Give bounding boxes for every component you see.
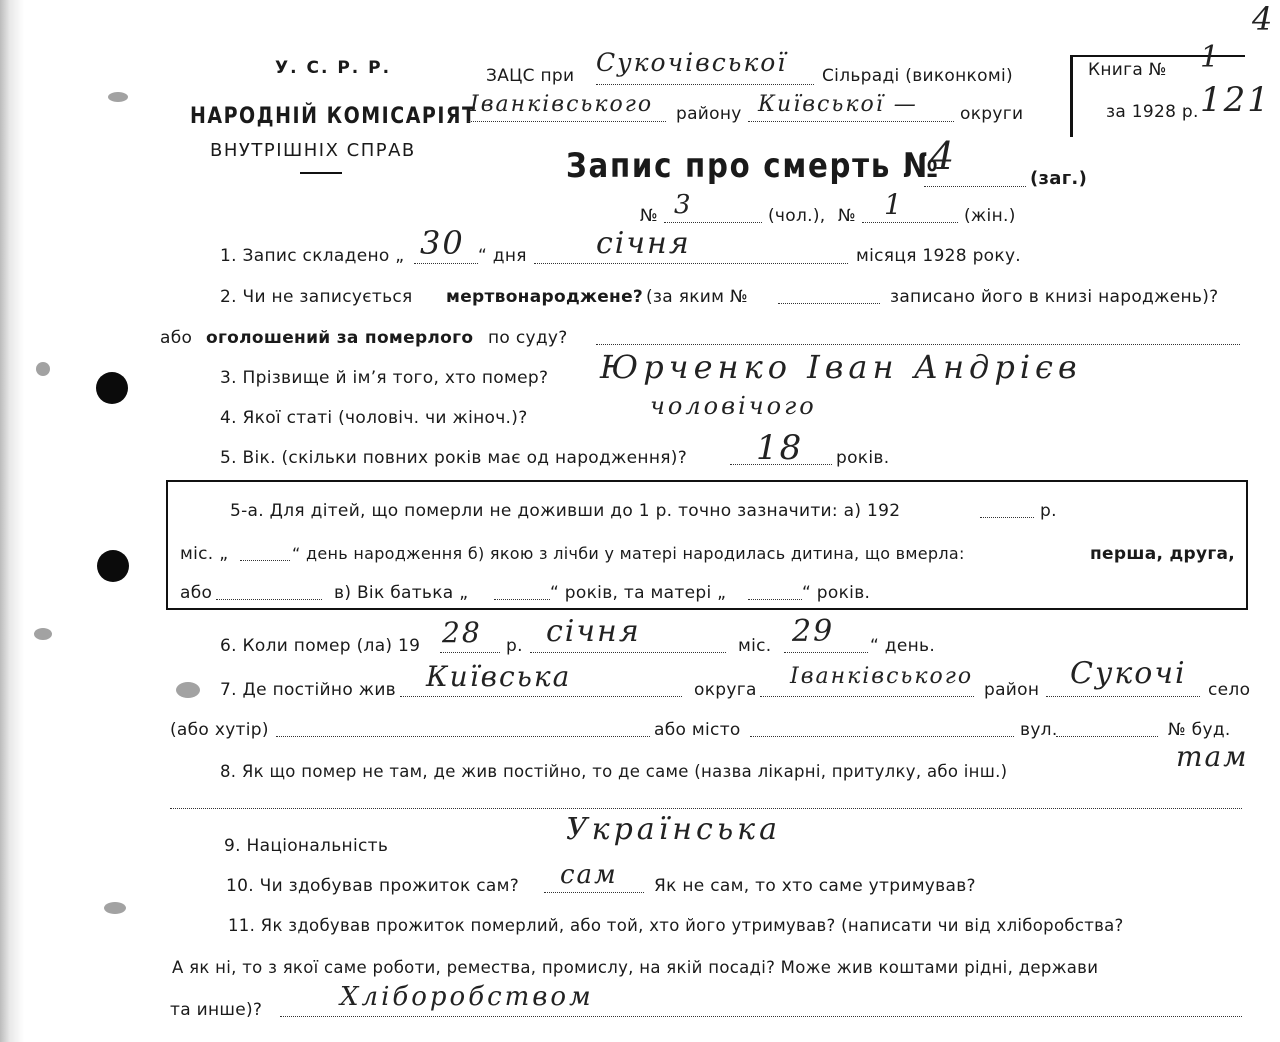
male-number-field	[664, 222, 762, 223]
q6-year-field	[440, 652, 500, 653]
q5a-line3-d: “ років.	[802, 583, 871, 603]
ink-smudge	[36, 362, 50, 376]
q1-text-a: 1. Запис складено „	[220, 246, 405, 266]
header-okruha-field	[748, 121, 954, 122]
header-raion-field	[468, 121, 666, 122]
book-label: Книга №	[1088, 60, 1167, 80]
council-label: Сільраді (виконкомі)	[822, 66, 1013, 86]
ink-smudge	[176, 682, 200, 698]
q11-line1: 11. Як здобував прожиток померлий, або той, хто його утримував? (написати чи від хліборобства?	[228, 916, 1124, 935]
village-council-field	[596, 84, 814, 85]
punch-hole-top	[96, 372, 128, 404]
q5a-line3-b: в) Вік батька „	[334, 583, 469, 603]
female-label: (жін.)	[964, 206, 1016, 226]
form-title: Запис про смерть №	[566, 146, 940, 186]
q5-age-field	[730, 464, 832, 465]
q8-place-value: там	[1176, 740, 1249, 773]
q7-line2-c: вул.	[1020, 720, 1058, 740]
scanned-page-edge	[0, 0, 24, 1042]
book-page-value: 121	[1200, 80, 1271, 120]
punch-hole-bottom	[97, 550, 129, 582]
book-number-value: 1	[1200, 40, 1222, 75]
q5a-line3-c: “ років, та матері „	[550, 583, 727, 603]
q9-text: 9. Національність	[224, 836, 389, 856]
q5-suffix: років.	[836, 448, 890, 468]
female-number-field	[862, 222, 958, 223]
q5a-line2-a: міс. „	[180, 544, 229, 564]
q7-city-field	[750, 736, 1014, 737]
q6-text-c: міс.	[738, 636, 772, 656]
q7-raion-value: Іванківського	[790, 664, 974, 689]
q6-text-a: 6. Коли помер (ла) 19	[220, 636, 421, 656]
zags-prefix: ЗАЦС при	[486, 66, 575, 86]
male-number-prefix: №	[640, 206, 658, 226]
book-year-label: за 1928 р.	[1106, 102, 1199, 122]
female-number-prefix: №	[838, 206, 856, 226]
q5a-first-second: перша, друга,	[1090, 544, 1236, 564]
ink-smudge	[104, 902, 126, 914]
ink-smudge	[34, 628, 52, 640]
okruha-label: округи	[960, 104, 1024, 124]
header-raion-value: Іванківського	[470, 92, 654, 117]
q11-line2: А як ні, то з якої саме роботи, ремества, промислу, на якій посаді? Може жив коштами рідні, держави	[172, 958, 1099, 977]
q5-age-value: 18	[756, 428, 804, 468]
q7-street-field	[1056, 736, 1158, 737]
record-number-field	[924, 186, 1026, 187]
q6-text-b: р.	[506, 636, 523, 656]
q5a-father-age-field	[494, 599, 550, 600]
q5a-line3-a: або	[180, 583, 213, 603]
q8-place-field	[170, 808, 1242, 809]
q4-sex-value: чоловічого	[650, 392, 817, 420]
q3-name-value: Юрченко Іван Андрієв	[600, 348, 1082, 386]
q1-day-value: 30	[420, 224, 465, 262]
q5a-mother-age-field	[748, 599, 802, 600]
q1-day-field	[414, 263, 478, 264]
commissariat-label: НАРОДНІЙ КОМІСАРІЯТ	[190, 103, 477, 129]
q4-text: 4. Якої статі (чоловіч. чи жіноч.)?	[220, 408, 528, 428]
q6-month-field	[530, 652, 726, 653]
general-suffix: (заг.)	[1030, 168, 1088, 189]
q3-text: 3. Прізвище й ім’я того, хто помер?	[220, 368, 549, 388]
q11-occupation-field	[280, 1016, 1242, 1017]
female-number-value: 1	[884, 188, 904, 221]
q2-court-field	[596, 344, 1240, 345]
book-box-left-border	[1070, 55, 1073, 137]
male-number-value: 3	[674, 190, 693, 220]
republic-label: У. С. Р. Р.	[275, 58, 392, 78]
header-okruha-value: Київської —	[758, 92, 918, 117]
q10-self-value: сам	[560, 860, 618, 890]
q1-month-value: січня	[596, 226, 691, 261]
q6-month-value: січня	[546, 614, 641, 649]
male-label: (чол.),	[768, 206, 826, 226]
q7-okruha-label: округа	[694, 680, 757, 700]
q10-text-a: 10. Чи здобував прожиток сам?	[226, 876, 520, 896]
village-council-value: Сукочівської	[596, 48, 788, 77]
q1-month-field	[534, 263, 848, 264]
q7-raion-label: район	[984, 680, 1040, 700]
q10-self-field	[544, 892, 644, 893]
corner-mark: 4	[1252, 0, 1275, 38]
department-label: ВНУТРІШНІХ СПРАВ	[210, 140, 416, 161]
q6-text-d: “ день.	[870, 636, 936, 656]
q1-text-c: місяця 1928 року.	[856, 246, 1022, 266]
q7-khutir-field	[276, 736, 650, 737]
q6-day-value: 29	[792, 614, 835, 649]
q6-year-value: 28	[442, 616, 482, 649]
q7-village-field	[1046, 696, 1200, 697]
q7-village-value: Сукочі	[1070, 656, 1187, 691]
q5a-line1-a: 5-а. Для дітей, що померли не доживши до 1 р. точно зазначити: а) 192	[230, 501, 901, 521]
q2-text-a: 2. Чи не записується	[220, 287, 413, 307]
q2-text-c: записано його в книзі народжень)?	[890, 287, 1219, 307]
q9-nationality-value: Українська	[566, 812, 781, 847]
q8-text: 8. Як що помер не там, де жив постійно, то де саме (назва лікарні, притулку, або інш.)	[220, 762, 1008, 781]
ink-smudge	[108, 92, 128, 102]
q6-day-field	[784, 652, 868, 653]
q7-okruha-field	[400, 696, 682, 697]
q7-line2-a: (або хутір)	[170, 720, 269, 740]
q7-line2-d: № буд.	[1168, 720, 1231, 740]
q7-raion-field	[760, 696, 974, 697]
q5a-year-field	[980, 517, 1034, 518]
q10-text-b: Як не сам, то хто саме утримував?	[654, 876, 976, 896]
q7-text-a: 7. Де постійно жив	[220, 680, 397, 700]
q2-declared-dead: оголошений за померлого	[206, 328, 474, 348]
q7-okruha-value: Київська	[426, 660, 572, 693]
q2-birth-number-field	[778, 303, 880, 304]
q5a-line1-b: р.	[1040, 501, 1057, 521]
record-number-value: 4	[930, 134, 957, 178]
q2-line2-b: по суду?	[488, 328, 568, 348]
raion-label: району	[676, 104, 742, 124]
q5-text: 5. Вік. (скільки повних років має од народження)?	[220, 448, 688, 468]
q1-text-b: “ дня	[478, 246, 527, 266]
q2-line2-a: або	[160, 328, 193, 348]
q2-stillborn: мертвонароджене?	[446, 287, 644, 307]
q5a-day-field	[240, 560, 290, 561]
header-underline	[300, 172, 342, 174]
q11-line3: та инше)?	[170, 1000, 263, 1020]
q7-line2-b: або місто	[654, 720, 741, 740]
q5a-line2-b: “ день народження б) якою з лічби у матері народилась дитина, що вмерла:	[292, 544, 965, 563]
q11-occupation-value: Хліборобством	[340, 982, 594, 1012]
q2-text-b: (за яким №	[646, 287, 748, 307]
q7-village-label: село	[1208, 680, 1251, 700]
q5a-order-field	[216, 599, 322, 600]
